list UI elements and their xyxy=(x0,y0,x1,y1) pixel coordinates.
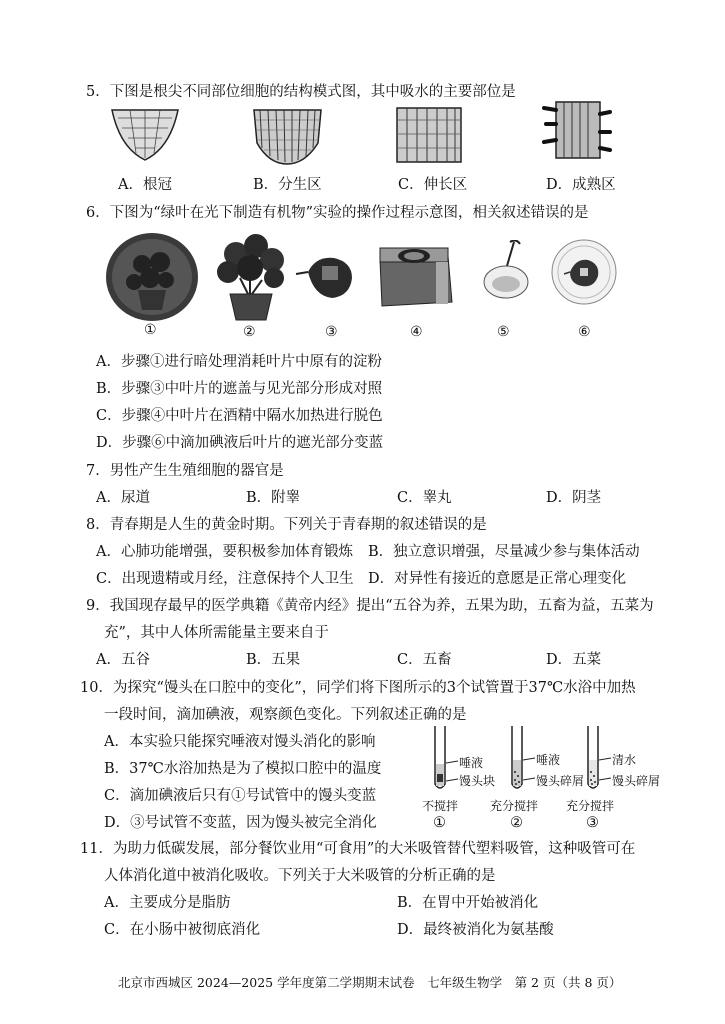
q11-option-d: D．最终被消化为氨基酸 xyxy=(397,922,554,938)
q11-stem-line1: 11．为助力低碳发展，部分餐饮业用“可食用”的大米吸管替代塑料吸管，这种吸管可在 xyxy=(80,841,636,857)
tube-2-number: ② xyxy=(510,815,523,831)
step-3-label: ③ xyxy=(325,324,338,340)
step-4-label: ④ xyxy=(410,324,423,340)
q5-stem: 5．下图是根尖不同部位细胞的结构模式图，其中吸水的主要部位是 xyxy=(86,84,516,100)
q5-option-b: B．分生区 xyxy=(253,177,322,193)
q6-option-c: C．步骤④中叶片在酒精中隔水加热进行脱色 xyxy=(96,408,383,424)
maturation-zone-figure xyxy=(542,100,612,160)
q9-option-b: B．五果 xyxy=(246,652,301,668)
q8-option-a: A．心肺功能增强，要积极参加体育锻炼 xyxy=(96,544,353,560)
q11-stem-line2: 人体消化道中被消化吸收。下列关于大米吸管的分析正确的是 xyxy=(104,868,496,884)
water-bath-figure xyxy=(376,240,456,308)
q11-option-b: B．在胃中开始被消化 xyxy=(397,895,539,911)
tube-3-solid: 馒头碎屑 xyxy=(612,774,661,788)
q9-stem-line2: 充”，其中人体所需能量主要来自于 xyxy=(104,625,329,641)
tube-2-pointers xyxy=(523,752,537,782)
q7-option-c: C．睾丸 xyxy=(397,490,452,506)
q5-option-c: C．伸长区 xyxy=(398,177,468,193)
q8-option-c: C．出现遗精或月经，注意保持个人卫生 xyxy=(96,571,354,587)
q11-option-c: C．在小肠中被彻底消化 xyxy=(104,922,261,938)
meristem-figure xyxy=(250,108,325,166)
q7-option-b: B．附睾 xyxy=(246,490,301,506)
q11-option-a: A．主要成分是脂肪 xyxy=(104,895,231,911)
q6-stem: 6．下图为“绿叶在光下制造有机物”实验的操作过程示意图，相关叙述错误的是 xyxy=(86,205,589,221)
tube-2-stir: 充分搅拌 xyxy=(490,799,539,813)
q10-option-a: A．本实验只能探究唾液对馒头消化的影响 xyxy=(104,734,376,750)
q8-option-b: B．独立意识增强，尽量减少参与集体活动 xyxy=(368,544,640,560)
q7-option-a: A．尿道 xyxy=(96,490,150,506)
tube-1-stir: 不搅拌 xyxy=(422,799,459,813)
q10-stem-line2: 一段时间，滴加碘液，观察颜色变化。下列叙述正确的是 xyxy=(104,707,467,723)
q8-option-d: D．对异性有接近的意愿是正常心理变化 xyxy=(368,571,627,587)
covered-leaf-figure xyxy=(294,252,356,302)
step-1-label: ① xyxy=(144,322,157,338)
q6-option-a: A．步骤①进行暗处理消耗叶片中原有的淀粉 xyxy=(96,354,382,370)
step-5-label: ⑤ xyxy=(497,324,510,340)
iodine-test-figure xyxy=(550,238,618,306)
tube-3-number: ③ xyxy=(586,815,599,831)
rinse-leaf-figure xyxy=(480,240,536,300)
potted-plant-figure xyxy=(210,232,292,324)
q7-stem: 7．男性产生生殖细胞的器官是 xyxy=(86,463,284,479)
q5-option-d: D．成熟区 xyxy=(546,177,616,193)
q10-option-d: D．③号试管不变蓝，因为馒头被完全消化 xyxy=(104,815,377,831)
tube-3-stir: 充分搅拌 xyxy=(566,799,615,813)
dark-treatment-figure xyxy=(104,232,200,322)
q10-option-c: C．滴加碘液后只有①号试管中的馒头变蓝 xyxy=(104,788,377,804)
q9-option-a: A．五谷 xyxy=(96,652,150,668)
elongation-zone-figure xyxy=(395,106,463,164)
step-6-label: ⑥ xyxy=(578,324,591,340)
q10-stem-line1: 10．为探究“馒头在口腔中的变化”，同学们将下图所示的3个试管置于37℃水浴中加热 xyxy=(80,680,636,696)
q6-option-d: D．步骤⑥中滴加碘液后叶片的遮光部分变蓝 xyxy=(96,435,384,451)
page-footer: 北京市西城区 2024—2025 学年度第二学期期末试卷 七年级生物学 第 2 页（共 8 页） xyxy=(118,975,622,990)
tube-2-liquid: 唾液 xyxy=(536,753,561,767)
tube-1-liquid: 唾液 xyxy=(459,756,484,770)
tube-1-number: ① xyxy=(433,815,446,831)
q5-option-a: A．根冠 xyxy=(118,177,172,193)
q9-option-d: D．五菜 xyxy=(546,652,602,668)
q7-option-d: D．阴茎 xyxy=(546,490,602,506)
root-cap-figure xyxy=(110,108,180,163)
q9-stem-line1: 9．我国现存最早的医学典籍《黄帝内经》提出“五谷为养，五果为助，五畜为益，五菜为 xyxy=(86,598,654,614)
tube-1-pointers xyxy=(446,755,460,785)
q10-option-b: B．37℃水浴加热是为了模拟口腔中的温度 xyxy=(104,761,382,777)
q9-option-c: C．五畜 xyxy=(397,652,452,668)
q8-stem: 8．青春期是人生的黄金时期。下列关于青春期的叙述错误的是 xyxy=(86,517,487,533)
tube-3-pointers xyxy=(599,752,613,782)
tube-1-solid: 馒头块 xyxy=(459,774,496,788)
tube-2-solid: 馒头碎屑 xyxy=(536,774,585,788)
q6-option-b: B．步骤③中叶片的遮盖与见光部分形成对照 xyxy=(96,381,383,397)
step-2-label: ② xyxy=(243,324,256,340)
tube-3-liquid: 清水 xyxy=(612,753,637,767)
